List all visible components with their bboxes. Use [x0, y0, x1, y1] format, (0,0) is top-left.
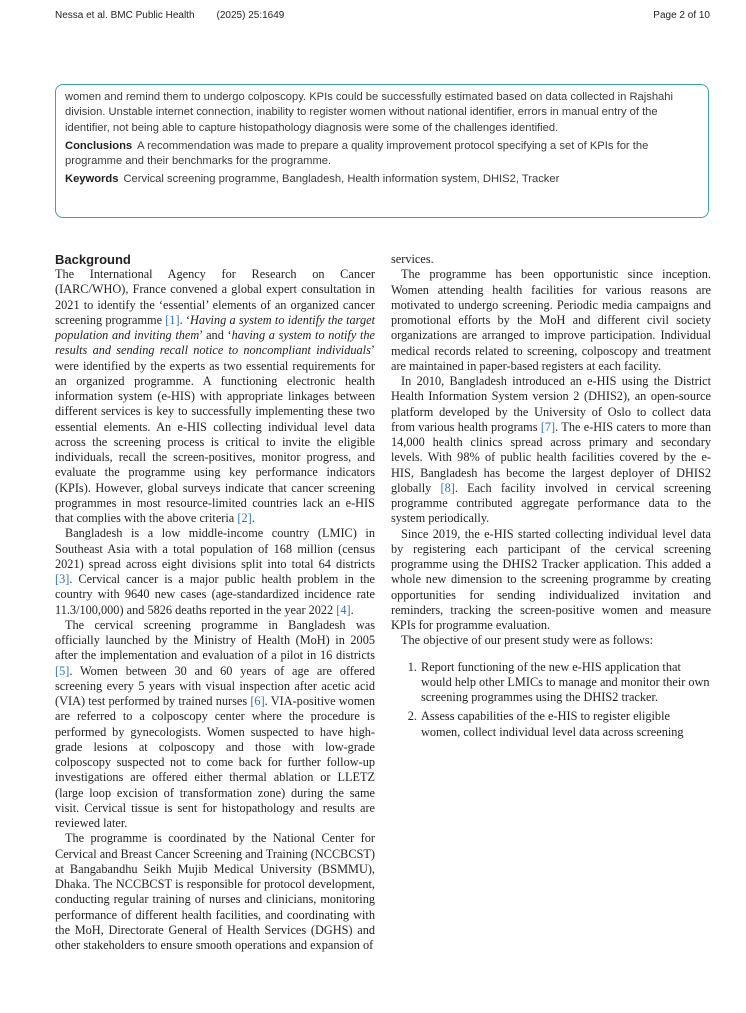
paragraph-4: The programme is coordinated by the National Center for Cervical and Breast Cancer Screening and Training (NCCBCST) at Bangabandhu Seikh Mujib Medical University (BSMMU), Dhaka. The NCCBCST is responsible for protocol development, conducting regular training of nurses and clinicians, monitoring performance of different health facilities, and coordinating with the MoH, Directorate General of Health Services (DGHS) and other stakeholders to ensure smooth operations and expansion of	[55, 831, 376, 952]
right-column	[391, 252, 711, 744]
objectives-list	[391, 660, 711, 740]
text-run: ’ were identified by the experts as two essential requirements for an organized programme. A functioning electronic health information system (e-HIS) with appropriate linkages between different services is key to successfully implementing these two essential elements. An e-HIS collecting individual level data across the screening process is critical to invite the eligible individuals, recall the screen-positives, monitor progress, and evaluate the programme using key performance indicators (KPIs). However, global surveys indicate that cancer screening programmes in most resource-limited countries lack an e-HIS that complies with the above criteria	[55, 343, 375, 525]
conclusions-label: Conclusions	[65, 139, 133, 152]
running-header	[55, 10, 710, 26]
text-run: . ‘	[179, 312, 191, 327]
text-run: . Cervical cancer is a major public health problem in the country with 9640 new cases (age-standardized incidence rate 11.3/100,000) and 5826 deaths reported in the year 2022	[55, 572, 375, 617]
text-run: ’ and ‘	[199, 328, 232, 342]
paragraph-2	[55, 526, 375, 618]
list-item: 2. Assess capabilities of the e-HIS to register eligible women, collect individual level data across screening	[420, 709, 711, 740]
abstract-conclusions	[65, 139, 698, 170]
text-run: In 2010, Bangladesh introduced an e-HIS using the District Health Information System version 2 (DHIS2), an open-source platform developed by the University of Oslo to collect data from various health programs	[391, 374, 711, 434]
section-heading-background: Background	[55, 252, 131, 267]
list-item: 1. Report functioning of the new e-HIS application that would help other LMICs to manage and monitor their own screening programmes using the DHIS2 tracker.	[420, 660, 711, 706]
paragraph-3	[55, 618, 375, 832]
abstract-results-tail: women and remind them to undergo colposcopy. KPIs could be successfully estimated based on data collected in Rajshahi division. Unstable internet connection, inability to register women without national identifier, errors in manual entry of the identifier, not being able to capture histopathology diagnosis were some of the challenges identified.	[65, 91, 673, 134]
text-run: .	[251, 511, 255, 525]
conclusions-text: A recommendation was made to prepare a quality improvement protocol specifying a set of KPIs for the programme and their benchmarks for the programme.	[65, 139, 649, 168]
paragraph-8: The objective of our present study were as follows:	[401, 633, 654, 648]
paragraph-6	[391, 374, 711, 527]
header-page-number: Page 2 of 10	[653, 10, 710, 21]
header-citation: (2025) 25:1649	[216, 10, 285, 21]
text-run: . Women between 30 and 60 years of age are offered screening every 5 years with visual inspection after acetic acid (VIA) test performed by trained nurses	[55, 663, 375, 708]
citation-link-5[interactable]: [5]	[55, 663, 70, 678]
keywords-label: Keywords	[65, 173, 119, 186]
abstract-keywords	[65, 172, 698, 187]
paragraph-1	[55, 267, 375, 526]
citation-link-4[interactable]: [4]	[336, 602, 351, 617]
citation-link-2[interactable]: [2]	[237, 511, 252, 525]
citation-link-6[interactable]: [6]	[250, 694, 265, 708]
left-column	[55, 252, 375, 953]
citation-link-3[interactable]: [3]	[55, 572, 70, 586]
citation-link-8[interactable]: [8]	[440, 480, 455, 495]
emphasis-text: Having a system to identify the target population and inviting them	[55, 312, 375, 342]
keywords-text: Cervical screening programme, Bangladesh, Health information system, DHIS2, Tracker	[123, 173, 560, 186]
citation-link-7[interactable]: [7]	[540, 419, 556, 434]
text-run: . Each facility involved in cervical screening programme contributed aggregate performance data to the system periodically.	[391, 480, 711, 526]
header-journal-info	[55, 10, 284, 21]
text-run: Bangladesh is a low middle-income country (LMIC) in Southeast Asia with a total population of 168 million (census 2021) spread across eight divisions split into total 64 districts	[55, 526, 375, 571]
emphasis-text: having a system to notify the results and sending recall notice to noncompliant individuals	[55, 328, 375, 358]
text-run: .	[350, 602, 354, 617]
text-run: The cervical screening programme in Bangladesh was officially launched by the Ministry of Health (MoH) in 2005 after the implementation and evaluation of a pilot in 16 districts	[55, 617, 375, 663]
paragraph-4-continued: services.	[391, 252, 434, 266]
paragraph-5: The programme has been opportunistic since inception. Women attending health facilities for various reasons are motivated to undergo screening. Periodic media campaigns and promotional efforts by the MoH and different civil society organizations are arranged to improve participation. Individual medical records related to screening, colposcopy and treatment are maintained in paper-based registers at each facility.	[391, 267, 711, 373]
text-run: . VIA-positive women are referred to a colposcopy center where the procedure is performed by gynecologists. Women suspected to have high-grade lesions at colposcopy and those with low-grade colposcopy suspected not to come back for further follow-up investigations are offered either thermal ablation or LLETZ (large loop excision of transformation zone) during the same visit. Cervical tissue is sent for histopathology and results are reviewed later.	[55, 694, 375, 830]
text-run: . The e-HIS caters to more than 14,000 health clinics spread across primary and secondary levels. With 98% of public health facilities covered by the e-HIS, Bangladesh has become the largest deployer of DHIS2 globally	[391, 419, 711, 495]
paragraph-7: Since 2019, the e-HIS started collecting individual level data by registering each participant of the cervical screening programme using the DHIS2 Tracker application. This added a whole new dimension to the screening programme by creating opportunities for sending individualized invitation and reminders, tracking the screen-positive women and measure KPIs for programme evaluation.	[391, 526, 711, 632]
abstract-box	[55, 84, 709, 218]
citation-link-1[interactable]: [1]	[165, 312, 180, 327]
header-journal-ref: Nessa et al. BMC Public Health	[55, 10, 195, 21]
text-run: The International Agency for Research on Cancer (IARC/WHO), France convened a global expert consultation in 2021 to identify the ‘essential’ elements of an organized cancer screening programme	[55, 267, 375, 327]
